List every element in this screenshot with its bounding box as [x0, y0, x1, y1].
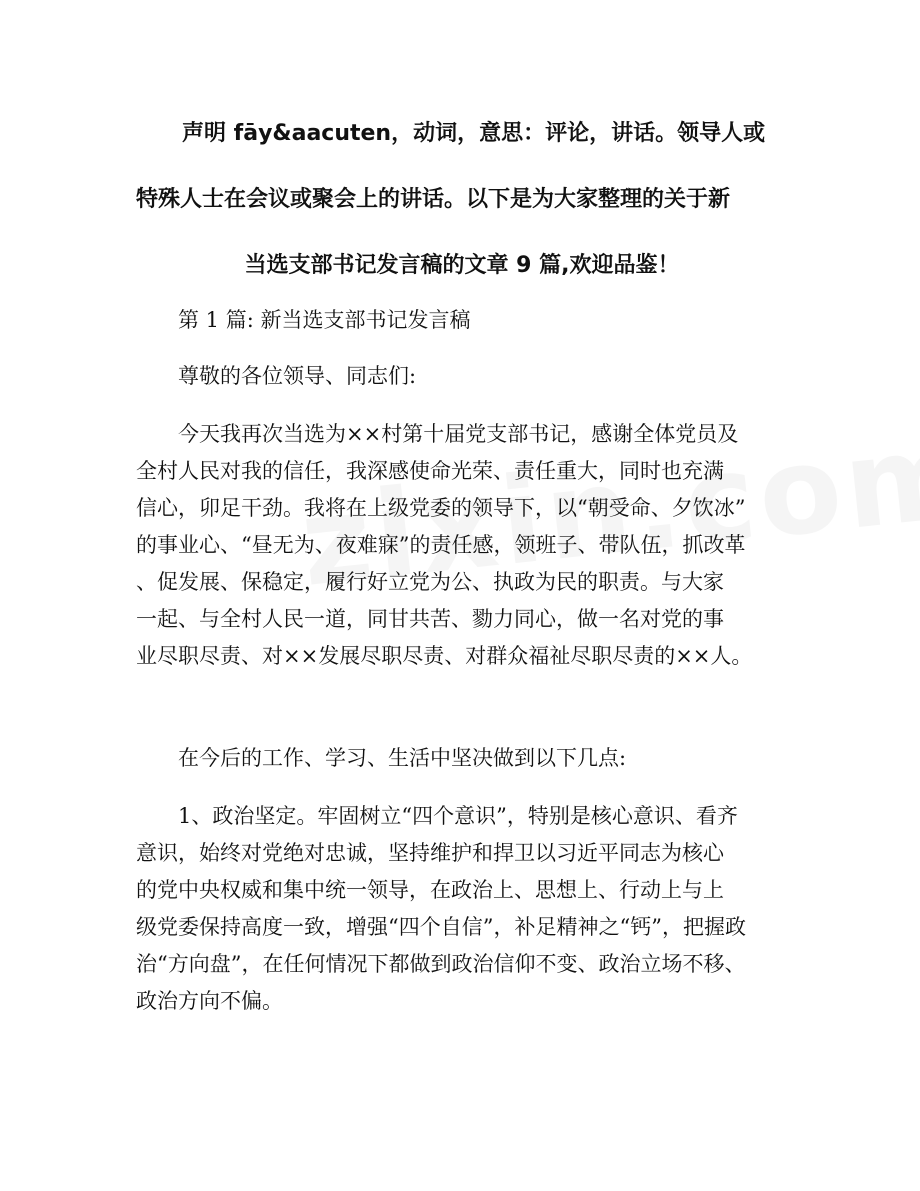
intro-line-2: 特殊人士在会议或聚会上的讲话。以下是为大家整理的关于新: [136, 187, 731, 212]
intro-line-1: 声明 fāy&aacuten，动词，意思：评论，讲话。领导人或: [182, 121, 766, 146]
paragraph-line: 在今后的工作、学习、生活中坚决做到以下几点:: [178, 746, 627, 770]
paragraph-line: 、促发展、保稳定，履行好立党为公、执政为民的职责。与大家: [136, 570, 724, 594]
salutation: 尊敬的各位领导、同志们:: [178, 364, 417, 388]
paragraph-line: 业尽职尽责、对××发展尽职尽责、对群众福祉尽职尽责的××人。: [136, 644, 753, 668]
paragraph-2: [136, 740, 786, 777]
paragraph-line: 级党委保持高度一致，增强“四个自信”，补足精神之“钙”，把握政: [136, 915, 746, 939]
salutation-block: [136, 358, 786, 395]
paragraph-line: 意识，始终对党绝对忠诚，坚持维护和捍卫以习近平同志为核心: [136, 841, 724, 865]
paragraph-line: 治“方向盘”，在任何情况下都做到政治信仰不变、政治立场不移、: [136, 952, 746, 976]
intro-line-3: 当选支部书记发言稿的文章 9 篇,欢迎品鉴！: [244, 253, 680, 278]
paragraph-line: 信心，卯足干劲。我将在上级党委的领导下，以“朝受命、夕饮冰”: [136, 496, 746, 520]
section-heading: 第 1 篇: 新当选支部书记发言稿: [178, 308, 471, 332]
paragraph-line: 全村人民对我的信任，我深感使命光荣、责任重大，同时也充满: [136, 459, 724, 483]
paragraph-1: [136, 416, 786, 675]
paragraph-line: 政治方向不偏。: [136, 989, 283, 1013]
paragraph-line: 1、政治坚定。牢固树立“四个意识”，特别是核心意识、看齐: [178, 804, 738, 828]
paragraph-line: 今天我再次当选为××村第十届党支部书记，感谢全体党员及: [178, 422, 739, 446]
intro-block: [130, 112, 794, 310]
paragraph-line: 一起、与全村人民一道，同甘共苦、勠力同心，做一名对党的事: [136, 607, 724, 631]
paragraph-line: 的事业心、“昼无为、夜难寐”的责任感，领班子、带队伍，抓改革: [136, 533, 746, 557]
section-heading-block: [136, 302, 786, 339]
paragraph-line: 的党中央权威和集中统一领导，在政治上、思想上、行动上与上: [136, 878, 724, 902]
paragraph-3: [136, 798, 786, 1020]
